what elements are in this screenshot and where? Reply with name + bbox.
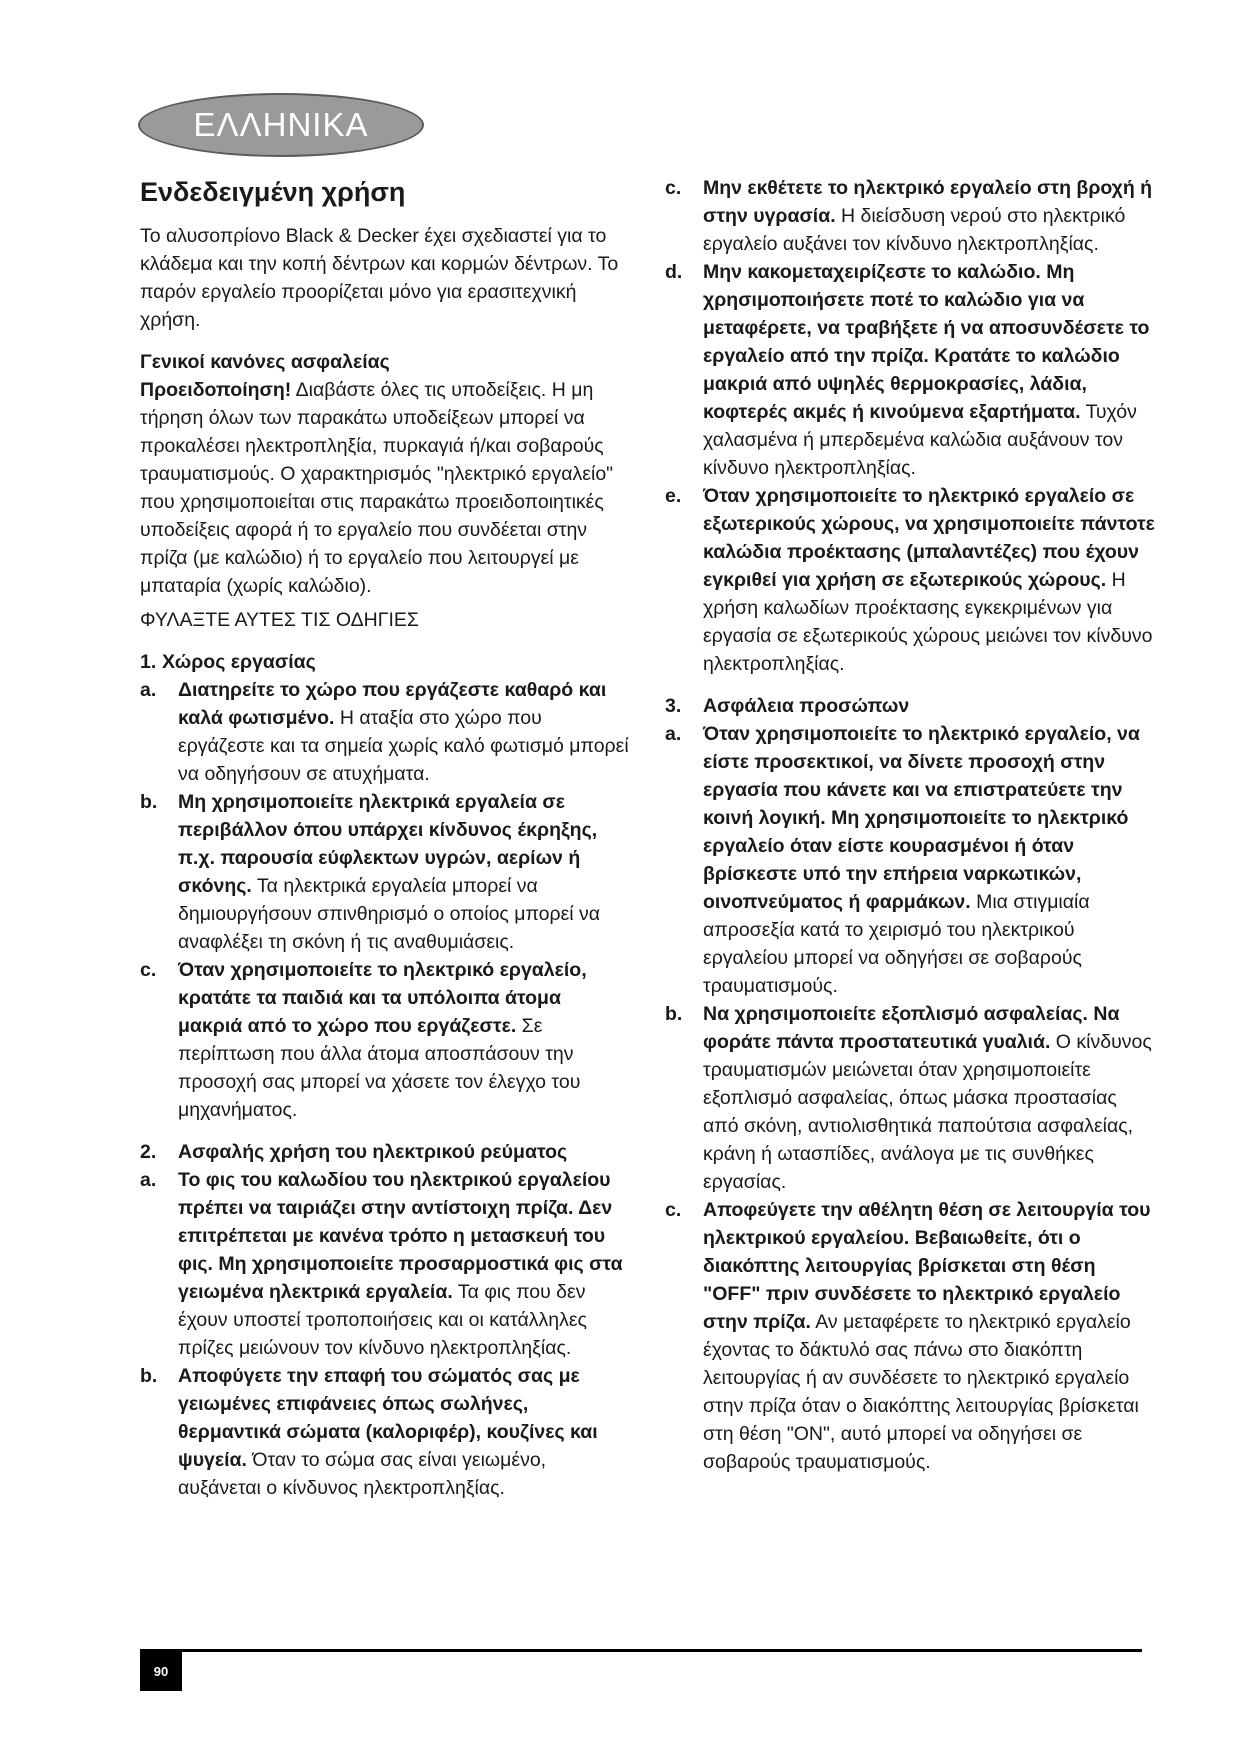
item-text: Τα ηλεκτρικά εργαλεία μπορεί να δημιουργήσουν σπινθηρισμό ο οποίος μπορεί να αναφλέξει τη σκόνη ή τις αναθυμιάσεις. [178, 875, 601, 953]
section-2-heading [140, 1138, 630, 1166]
item-text: Αν μεταφέρετε το ηλεκτρικό εργαλείο έχοντας το δάκτυλό σας πάνω στο διακόπτη λειτουργίας ή αν συνδέσετε το ηλεκτρικό εργαλείο στην πρίζα όταν ο διακόπτης λειτουργίας βρίσκεται στη θέση "ON", αυτό μπορεί να οδηγήσει σε σοβαρούς τραυματισμούς. [703, 1311, 1139, 1473]
list-item [140, 788, 630, 956]
section-3-heading [665, 692, 1157, 720]
section-title: Ασφάλεια προσώπων [703, 695, 910, 717]
item-bold-text: Διατηρείτε το χώρο που εργάζεστε καθαρό και καλά φωτισμένο. [178, 679, 607, 729]
warning-label: Προειδοποίηση! [140, 379, 292, 401]
section-title: Χώρος εργασίας [162, 651, 316, 673]
item-label: a. [665, 723, 682, 745]
left-column [140, 174, 630, 1502]
page-title: Ενδεδειγμένη χρήση [140, 177, 406, 207]
item-bold-text: Να χρησιμοποιείτε εξοπλισμό ασφαλείας. Να φοράτε πάντα προστατευτικά γυαλιά. [703, 1003, 1120, 1053]
list-item [140, 1362, 630, 1502]
item-bold-text: Όταν χρησιμοποιείτε το ηλεκτρικό εργαλείο σε εξωτερικούς χώρους, να χρησιμοποιείτε πάντοτε καλώδια προέκτασης (μπαλαντέζες) που έχουν εγκριθεί για χρήση σε εξωτερικούς χώρους. [703, 485, 1155, 591]
item-bold-text: Όταν χρησιμοποιείτε το ηλεκτρικό εργαλείο, κρατάτε τα παιδιά και τα υπόλοιπα άτομα μακριά από το χώρο που εργάζεστε. [178, 959, 587, 1037]
item-label: b. [665, 1003, 683, 1025]
keep-instructions: ΦΥΛΑΞΤΕ ΑΥΤΕΣ ΤΙΣ ΟΔΗΓΙΕΣ [140, 609, 419, 631]
item-bold-text: Αποφεύγετε την αθέλητη θέση σε λειτουργία του ηλεκτρικού εργαλείου. Βεβαιωθείτε, ότι ο διακόπτης λειτουργίας βρίσκεται στη θέση "OFF" πριν συνδέσετε το ηλεκτρικό εργαλείο στην πρίζα. [703, 1199, 1151, 1333]
item-label: d. [665, 261, 683, 283]
item-bold-text: Το φις του καλωδίου του ηλεκτρικού εργαλείου πρέπει να ταιριάζει στην αντίστοιχη πρίζα. Δεν επιτρέπεται με κανένα τρόπο η μετασκευή του φις. Μη χρησιμοποιείτε προσαρμοστικά φις στα γειωμένα ηλεκτρικά εργαλεία. [178, 1169, 623, 1303]
footer-rule [140, 1649, 1142, 1652]
section-number: 3. [665, 695, 682, 717]
item-label: c. [665, 177, 682, 199]
item-bold-text: Αποφύγετε την επαφή του σώματός σας με γειωμένες επιφάνειες όπως σωλήνες, θερμαντικά σώματα (καλοριφέρ), κουζίνες και ψυγεία. [178, 1365, 598, 1471]
warning-text: Διαβάστε όλες τις υποδείξεις. Η μη τήρηση όλων των παρακάτω υποδείξεων μπορεί να προκαλέσει ηλεκτροπληξία, πυρκαγιά ή/και σοβαρούς τραυματισμούς. Ο χαρακτηρισμός "ηλεκτρικό εργαλείο" που χρησιμοποιείται στις παρακάτω προειδοποιητικές υποδείξεις αφορά ή το εργαλείο που συνδέεται στην πρίζα (με καλώδιο) ή το εργαλείο που λειτουργεί με μπαταρία (χωρίς καλώδιο). [140, 379, 614, 597]
language-label: ΕΛΛΗΝΙΚΑ [193, 106, 369, 143]
item-bold-text: Μην κακομεταχειρίζεστε το καλώδιο. Μη χρησιμοποιήσετε ποτέ το καλώδιο για να μεταφέρετε, να τραβήξετε ή να αποσυνδέσετε το εργαλείο από την πρίζα. Κρατάτε το καλώδιο μακριά από υψηλές θερμοκρασίες, λάδια, κοφτερές ακμές ή κινούμενα εξαρτήματα. [703, 261, 1150, 423]
section-title: Ασφαλής χρήση του ηλεκτρικού ρεύματος [178, 1141, 568, 1163]
item-label: e. [665, 485, 682, 507]
right-column [665, 174, 1157, 1476]
item-label: c. [665, 1199, 682, 1221]
item-label: b. [140, 791, 158, 813]
warning-paragraph [140, 376, 630, 600]
list-item [140, 1166, 630, 1362]
page-number [140, 1652, 182, 1691]
list-item [665, 258, 1157, 482]
item-label: c. [140, 959, 157, 981]
intro-paragraph: Το αλυσοπρίονο Black & Decker έχει σχεδιαστεί για το κλάδεμα και την κοπή δέντρων και κορμών δέντρων. Το παρόν εργαλείο προορίζεται μόνο για ερασιτεχνική χρήση. [140, 225, 619, 331]
list-item [665, 482, 1157, 678]
item-text: Τα φις που δεν έχουν υποστεί τροποποιήσεις και οι κατάλληλες πρίζες μειώνουν τον κίνδυνο ηλεκτροπληξίας. [178, 1281, 587, 1359]
item-text: Όταν το σώμα σας είναι γειωμένο, αυξάνεται ο κίνδυνος ηλεκτροπληξίας. [178, 1449, 547, 1499]
list-item [665, 720, 1157, 1000]
language-badge [138, 93, 424, 157]
item-bold-text: Μη χρησιμοποιείτε ηλεκτρικά εργαλεία σε περιβάλλον όπου υπάρχει κίνδυνος έκρηξης, π.χ. παρουσία εύφλεκτων υγρών, αερίων ή σκόνης. [178, 791, 598, 897]
item-label: b. [140, 1365, 158, 1387]
item-text: Σε περίπτωση που άλλα άτομα αποσπάσουν την προσοχή σας μπορεί να χάσετε τον έλεγχο του μηχανήματος. [178, 1015, 581, 1121]
section-number: 1. [140, 651, 157, 673]
list-item [665, 174, 1157, 258]
list-item [140, 956, 630, 1124]
item-label: a. [140, 679, 157, 701]
item-bold-text: Όταν χρησιμοποιείτε το ηλεκτρικό εργαλείο, να είστε προσεκτικοί, να δίνετε προσοχή στην εργασία που κάνετε και να επιστρατεύετε την κοινή λογική. Μη χρησιμοποιείτε το ηλεκτρικό εργαλείο όταν είστε κουρασμένοι ή όταν βρίσκεστε υπό την επήρεια ναρκωτικών, οινοπνεύματος ή φαρμάκων. [703, 723, 1140, 913]
list-item [140, 676, 630, 788]
item-text: Η αταξία στο χώρο που εργάζεστε και τα σημεία χωρίς καλό φωτισμό μπορεί να οδηγήσουν σε ατυχήματα. [178, 707, 629, 785]
item-text: Ο κίνδυνος τραυματισμών μειώνεται όταν χρησιμοποιείτε εξοπλισμό ασφαλείας, όπως μάσκα προστασίας από σκόνη, αντιολισθητικά παπούτσια ασφαλείας, κράνη ή ωτασπίδες, ανάλογα με τις συνθήκες εργασίας. [703, 1031, 1152, 1193]
list-item [665, 1196, 1157, 1476]
section-1-heading [140, 648, 630, 676]
item-bold-text: Μην εκθέτετε το ηλεκτρικό εργαλείο στη βροχή ή στην υγρασία. [703, 177, 1153, 227]
item-text: Η χρήση καλωδίων προέκτασης εγκεκριμένων για εργασία σε εξωτερικούς χώρους μειώνει τον κίνδυνο ηλεκτροπληξίας. [703, 569, 1153, 675]
item-label: a. [140, 1169, 157, 1191]
item-text: Η διείσδυση νερού στο ηλεκτρικό εργαλείο αυξάνει τον κίνδυνο ηλεκτροπληξίας. [703, 205, 1126, 255]
list-item [665, 1000, 1157, 1196]
general-rules-heading: Γενικοί κανόνες ασφαλείας [140, 351, 390, 373]
page-number-label: 90 [153, 1664, 169, 1679]
item-text: Τυχόν χαλασμένα ή μπερδεμένα καλώδια αυξάνουν τον κίνδυνο ηλεκτροπληξίας. [703, 401, 1137, 479]
section-number: 2. [140, 1141, 157, 1163]
item-text: Μια στιγμιαία απροσεξία κατά το χειρισμό του ηλεκτρικού εργαλείου μπορεί να οδηγήσει σε σοβαρούς τραυματισμούς. [703, 891, 1090, 997]
